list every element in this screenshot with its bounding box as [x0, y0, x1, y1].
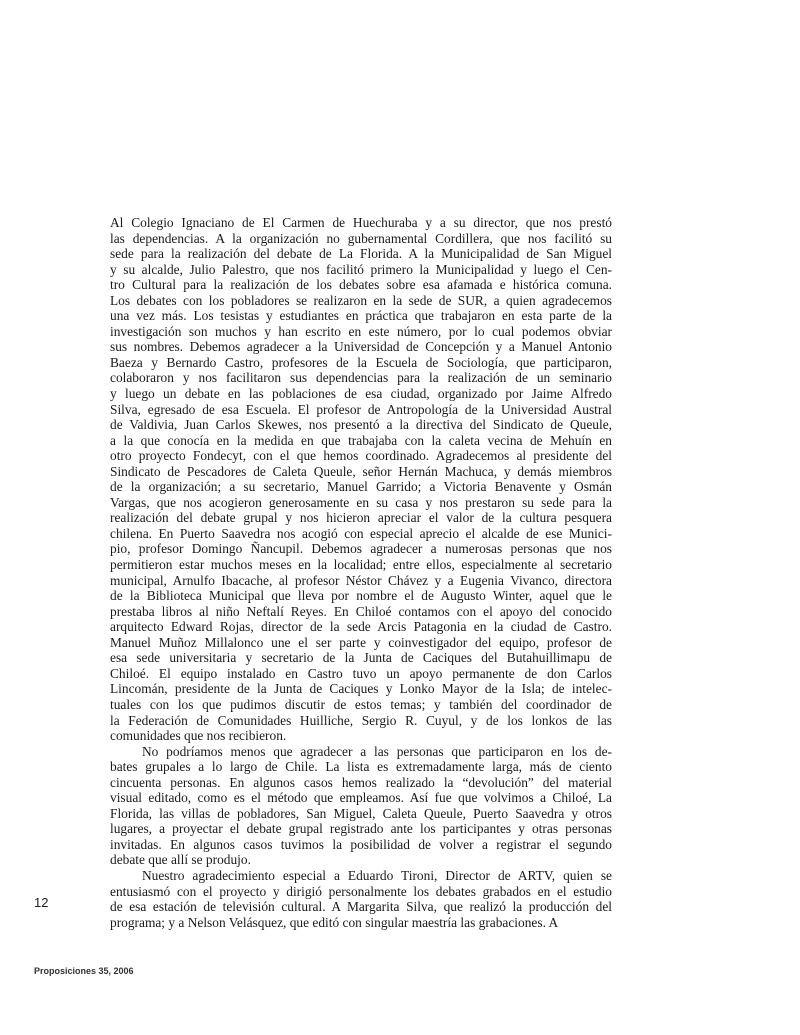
text-line: Silva, egresado de esa Escuela. El profesor de Antropología de la Universidad Austral [110, 401, 612, 417]
text-line: permitieron estar muchos meses en la localidad; entre ellos, especialmente al secretario [110, 557, 612, 573]
text-line: Vargas, que nos acogieron generosamente en su casa y nos prestaron su sede para la [110, 494, 612, 510]
text-line: prestaba libros al niño Neftalí Reyes. En Chiloé contamos con el apoyo del conocido [110, 603, 612, 619]
text-line: y su alcalde, Julio Palestro, que nos facilitó primero la Municipalidad y luego el Cen- [110, 261, 612, 277]
text-line: lugares, a proyectar el debate grupal registrado ante los participantes y otras personas [110, 821, 612, 837]
page-number: 12 [34, 895, 49, 910]
text-line: Florida, las villas de pobladores, San Miguel, Caleta Queule, Puerto Saavedra y otros [110, 805, 612, 821]
text-line: bates grupales a lo largo de Chile. La lista es extremadamente larga, más de ciento [110, 759, 612, 775]
text-line: y luego un debate en las poblaciones de esa ciudad, organizado por Jaime Alfredo [110, 386, 612, 402]
text-line: debate que allí se produjo. [110, 852, 251, 868]
text-line: programa; y a Nelson Velásquez, que editó con singular maestría las grabaciones. A [110, 914, 559, 930]
text-line: Al Colegio Ignaciano de El Carmen de Huechuraba y a su director, que nos prestó [110, 215, 612, 230]
text-line: de la organización; a su secretario, Manuel Garrido; a Victoria Benavente y Osmán [110, 479, 612, 495]
text-line: cincuenta personas. En algunos casos hemos realizado la “devolución” del material [110, 774, 612, 790]
text-line: realización del debate grupal y nos hicieron apreciar el valor de la cultura pesquera [110, 510, 612, 526]
text-line: municipal, Arnulfo Ibacache, al profesor Néstor Chávez y a Eugenia Vivanco, directora [110, 572, 612, 588]
text-line: comunidades que nos recibieron. [110, 728, 287, 744]
paragraph [110, 215, 612, 744]
text-line: Chiloé. El equipo instalado en Castro tuvo un apoyo permanente de don Carlos [110, 665, 612, 681]
text-line: investigación son muchos y han escrito en este número, por lo cual podemos obviar [110, 323, 612, 339]
text-line: chilena. En Puerto Saavedra nos acogió con especial aprecio el alcalde de ese Munici- [110, 525, 612, 541]
text-line: Baeza y Bernardo Castro, profesores de la Escuela de Sociología, que participaron, [110, 354, 612, 370]
text-line: No podríamos menos que agradecer a las personas que participaron en los de- [142, 743, 612, 759]
text-line: tro Cultural para la realización de los debates sobre esa afamada e histórica comuna. [110, 277, 612, 293]
text-line: pio, profesor Domingo Ñancupil. Debemos agradecer a numerosas personas que nos [110, 541, 612, 557]
text-line: esa sede universitaria y secretario de la Junta de Caciques del Butahuillimapu de [110, 650, 612, 666]
body-text [110, 215, 612, 930]
text-line: Manuel Muñoz Millalonco une el ser parte y coinvestigador del equipo, profesor de [110, 634, 612, 650]
text-line: arquitecto Edward Rojas, director de la sede Arcis Patagonia en la ciudad de Castro. [110, 619, 612, 635]
text-line: a la que conocía en la medida en que trabajaba con la caleta vecina de Mehuín en [110, 432, 612, 448]
journal-footer: Proposiciones 35, 2006 [34, 966, 134, 976]
text-line: las dependencias. A la organización no gubernamental Cordillera, que nos facilitó su [110, 230, 612, 246]
paragraph [110, 868, 612, 930]
text-line: entusiasmó con el proyecto y dirigió personalmente los debates grabados en el estudio [110, 883, 612, 899]
text-line: una vez más. Los tesistas y estudiantes en práctica que trabajaron en esta parte de la [110, 308, 612, 324]
text-line: invitadas. En algunos casos tuvimos la posibilidad de volver a registrar el segundo [110, 836, 612, 852]
text-line: sus nombres. Debemos agradecer a la Universidad de Concepción y a Manuel Antonio [110, 339, 612, 355]
text-line: Los debates con los pobladores se realizaron en la sede de SUR, a quien agradecemos [110, 292, 612, 308]
text-line: sede para la realización del debate de La Florida. A la Municipalidad de San Miguel [110, 246, 612, 262]
text-line: de la Biblioteca Municipal que lleva por nombre el de Augusto Winter, aquel que le [110, 588, 612, 604]
text-line: visual editado, como es el método que empleamos. Así fue que volvimos a Chiloé, La [110, 790, 612, 806]
text-line: colaboraron y nos facilitaron sus dependencias para la realización de un seminario [110, 370, 612, 386]
paragraph [110, 744, 612, 868]
text-line: Nuestro agradecimiento especial a Eduardo Tironi, Director de ARTV, quien se [142, 867, 612, 883]
text-line: otro proyecto Fondecyt, con el que hemos coordinado. Agradecemos al presidente del [110, 448, 612, 464]
text-line: la Federación de Comunidades Huilliche, Sergio R. Cuyul, y de los lonkos de las [110, 712, 612, 728]
text-line: Sindicato de Pescadores de Caleta Queule, señor Hernán Machuca, y demás miembros [110, 463, 612, 479]
text-line: tuales con los que pudimos discutir de estos temas; y también del coordinador de [110, 696, 612, 712]
text-line: de esa estación de televisión cultural. A Margarita Silva, que realizó la producción del [110, 899, 612, 915]
text-line: de Valdivia, Juan Carlos Skewes, nos presentó a la directiva del Sindicato de Queule, [110, 417, 612, 433]
text-line: Lincomán, presidente de la Junta de Caciques y Lonko Mayor de la Isla; de intelec- [110, 681, 612, 697]
